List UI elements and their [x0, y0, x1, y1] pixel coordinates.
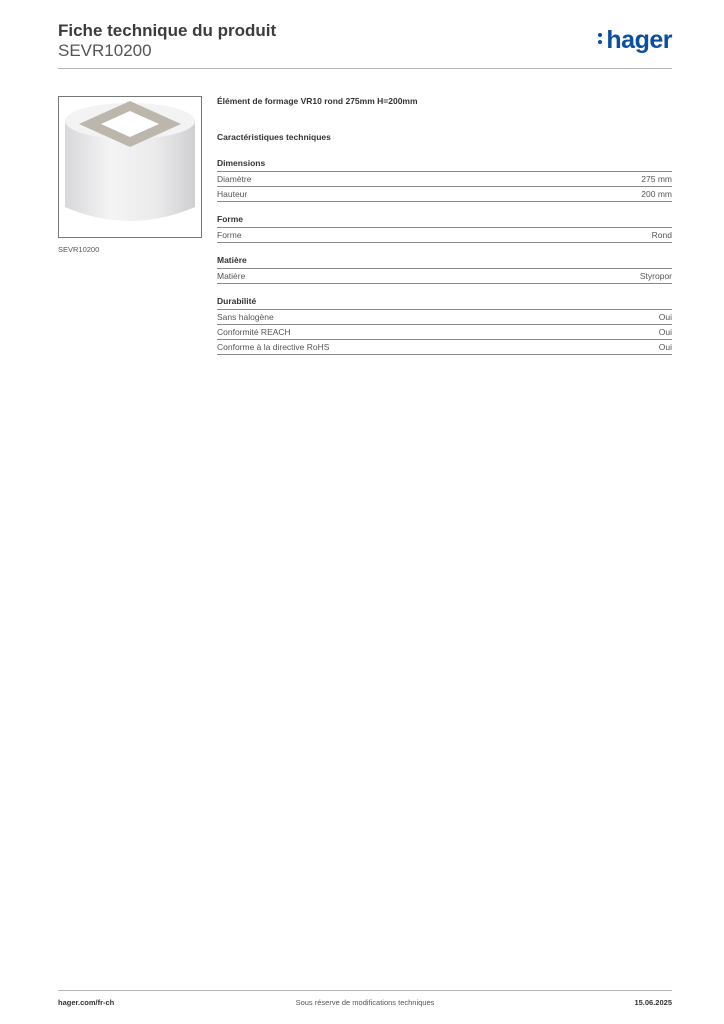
logo-text: hager: [606, 26, 672, 54]
hager-logo: [606, 26, 672, 55]
spec-value: Oui: [658, 342, 672, 352]
cylinder-product-icon: [59, 97, 201, 237]
spec-row: [217, 340, 672, 355]
spec-row: [217, 172, 672, 187]
spec-row: [217, 325, 672, 340]
group-durabilite: [217, 296, 672, 355]
spec-value: Oui: [658, 327, 672, 337]
spec-label: Hauteur: [217, 189, 248, 199]
spec-row: [217, 310, 672, 325]
group-title: Matière: [217, 255, 672, 269]
image-caption: SEVR10200: [58, 245, 100, 254]
product-image: [58, 96, 202, 238]
footer-divider: [58, 990, 672, 991]
spec-label: Forme: [217, 230, 242, 240]
group-matiere: [217, 255, 672, 284]
footer-website[interactable]: hager.com/fr-ch: [58, 998, 115, 1007]
group-title: Durabilité: [217, 296, 672, 310]
spec-value: Styropor: [639, 271, 672, 281]
spec-row: [217, 269, 672, 284]
spec-label: Matière: [217, 271, 246, 281]
spec-label: Diamètre: [217, 174, 252, 184]
group-title: Forme: [217, 214, 672, 228]
spec-label: Conformité REACH: [217, 327, 291, 337]
spec-value: Rond: [651, 230, 672, 240]
group-forme: [217, 214, 672, 243]
footer-date: 15.06.2025: [634, 998, 672, 1007]
page-subtitle: SEVR10200: [58, 41, 152, 60]
product-details: [217, 96, 672, 355]
header-divider: [58, 68, 672, 69]
spec-value: Oui: [658, 312, 672, 322]
spec-row: [217, 228, 672, 243]
spec-row: [217, 187, 672, 202]
spec-value: 200 mm: [641, 189, 672, 199]
group-title: Dimensions: [217, 158, 672, 172]
group-dimensions: [217, 158, 672, 202]
page-header: [58, 20, 672, 70]
section-title: Caractéristiques techniques: [217, 132, 331, 142]
spec-label: Conforme à la directive RoHS: [217, 342, 330, 352]
spec-value: 275 mm: [641, 174, 672, 184]
logo-dots-icon: [598, 33, 602, 47]
footer-disclaimer: Sous réserve de modifications techniques: [295, 998, 435, 1007]
page-title: Fiche technique du produit: [58, 21, 277, 40]
spec-label: Sans halogène: [217, 312, 274, 322]
product-name: Élément de formage VR10 rond 275mm H=200mm: [217, 96, 418, 106]
